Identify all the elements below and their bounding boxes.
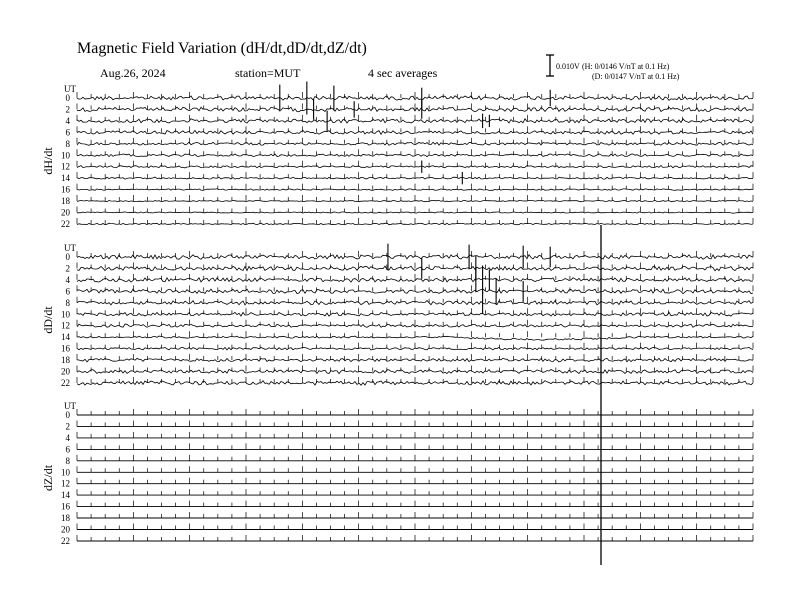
hour-label: 4 [65,274,70,285]
hour-label: 6 [65,444,70,455]
hour-label: 22 [61,218,70,229]
scale-value: 0.010V [556,62,580,71]
averaging-label: 4 sec averages [368,66,438,80]
hour-label: 22 [61,377,70,388]
chart-title: Magnetic Field Variation (dH/dt,dD/dt,dZ/dt) [77,40,367,57]
hour-label: 10 [61,309,70,320]
date-label: Aug.26, 2024 [100,66,166,80]
scale-bar-icon [546,55,554,76]
hour-label: 0 [65,93,70,103]
hour-label: 0 [65,252,70,262]
hour-label: 18 [61,196,70,207]
panel-dD-dt [41,243,753,388]
hour-label: 14 [61,332,70,343]
scale-d-sensitivity: (D: 0/0147 V/nT at 0.1 Hz) [592,72,680,81]
hour-label: 2 [65,421,70,432]
hour-label: 6 [65,127,70,138]
hour-label: 18 [61,513,70,524]
ut-label: UT [64,84,76,94]
hour-label: 8 [65,138,70,149]
trace-panels [41,82,753,565]
ut-label: UT [64,401,76,411]
hour-label: 20 [61,366,70,377]
hour-label: 12 [61,161,70,172]
hour-label: 6 [65,286,70,297]
panel-dH-dt [41,82,753,229]
hour-label: 20 [61,524,70,535]
hour-label: 16 [61,343,70,354]
hour-label: 2 [65,263,70,274]
hour-label: 10 [61,467,70,478]
hour-label: 16 [61,184,70,195]
hour-label: 22 [61,535,70,546]
hour-label: 14 [61,490,70,501]
hour-label: 12 [61,320,70,331]
hour-label: 12 [61,478,70,489]
hour-label: 8 [65,297,70,308]
hour-label: 2 [65,104,70,115]
panel-label: dH/dt [41,147,55,175]
scale-h-sensitivity: (H: 0/0146 V/nT at 0.1 Hz) [582,62,670,71]
hour-label: 10 [61,150,70,161]
hour-label: 8 [65,455,70,466]
panel-dZ-dt [41,401,753,546]
hour-label: 20 [61,207,70,218]
panel-label: dZ/dt [41,464,55,491]
ut-label: UT [64,243,76,253]
hour-label: 14 [61,173,70,184]
hour-label: 4 [65,432,70,443]
hour-label: 18 [61,355,70,366]
hour-label: 4 [65,115,70,126]
hour-label: 16 [61,501,70,512]
station-label: station=MUT [235,66,301,80]
hour-label: 0 [65,410,70,420]
panel-label: dD/dt [41,306,55,334]
